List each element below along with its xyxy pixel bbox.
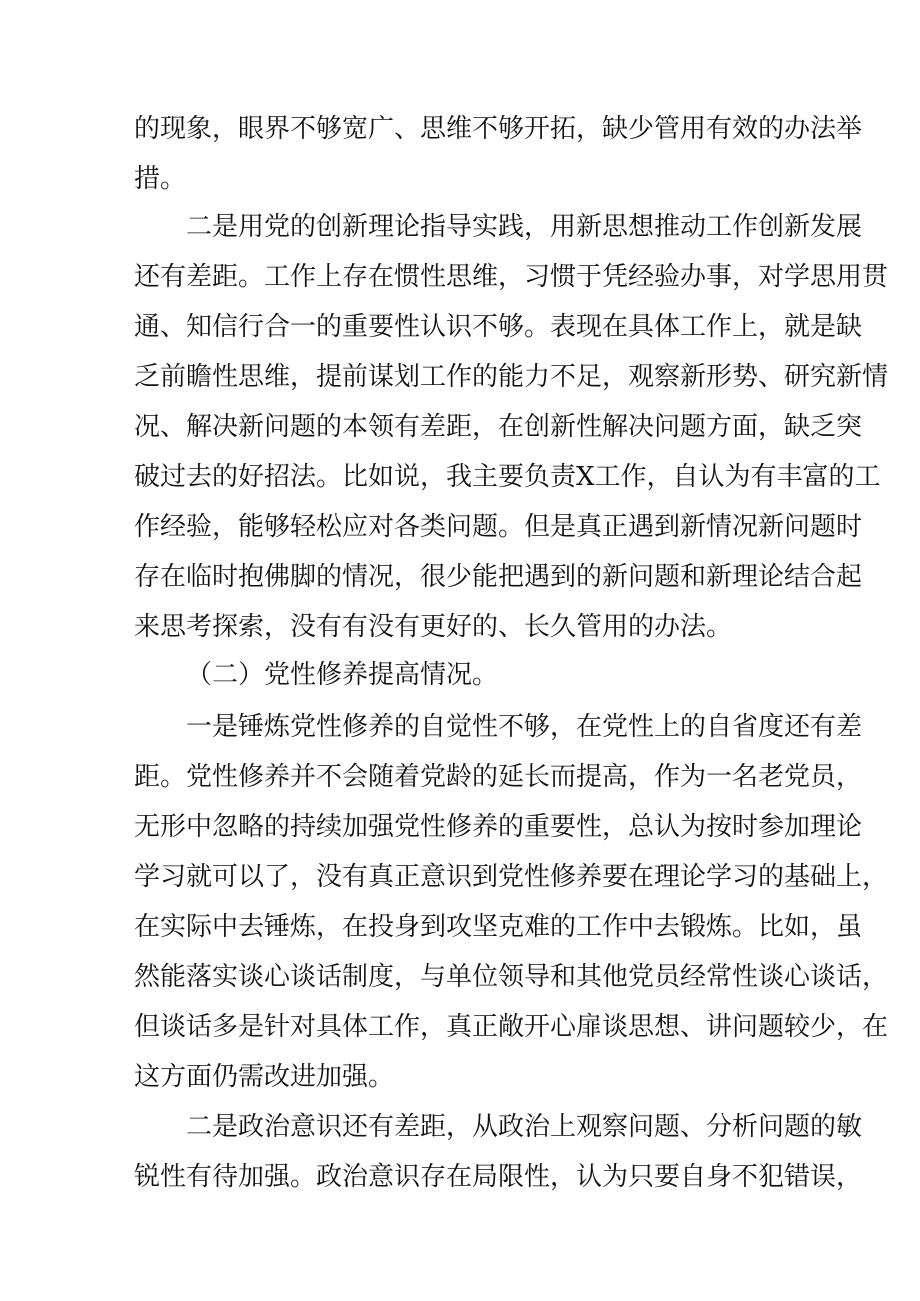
paragraph-first-line: 一是锤炼党性修养的自觉性不够，在党性上的自省度还有差 <box>186 712 863 742</box>
paragraph-first-line: 二是用党的创新理论指导实践，用新思想推动工作创新发展 <box>186 212 863 242</box>
text-line: 通、知信行合一的重要性认识不够。表现在具体工作上，就是缺 <box>134 312 863 342</box>
paragraph-first-line: 二是政治意识还有差距，从政治上观察问题、分析问题的敏 <box>186 1112 863 1142</box>
text-line: 况、解决新问题的本领有差距，在创新性解决问题方面，缺乏突 <box>134 412 863 442</box>
text-line: 破过去的好招法。比如说，我主要负责X工作，自认为有丰富的工 <box>134 462 881 492</box>
text-line: 还有差距。工作上存在惯性思维，习惯于凭经验办事，对学思用贯 <box>134 262 889 292</box>
text-line: 锐性有待加强。政治意识存在局限性，认为只要自身不犯错误， <box>134 1162 863 1192</box>
text-line: 乏前瞻性思维，提前谋划工作的能力不足，观察新形势、研究新情 <box>134 362 889 392</box>
text-line: 然能落实谈心谈话制度，与单位领导和其他党员经常性谈心谈话， <box>134 962 889 992</box>
text-line: 距。党性修养并不会随着党龄的延长而提高，作为一名老党员， <box>134 762 863 792</box>
text-line: 来思考探索，没有有没有更好的、长久管用的办法。 <box>134 612 733 642</box>
text-line: 无形中忽略的持续加强党性修养的重要性，总认为按时参加理论 <box>134 812 863 842</box>
text-line: 存在临时抱佛脚的情况，很少能把遇到的新问题和新理论结合起 <box>134 562 863 592</box>
text-line: 但谈话多是针对具体工作，真正敞开心扉谈思想、讲问题较少，在 <box>134 1012 889 1042</box>
text-line: 措。 <box>134 164 187 194</box>
text-line: 在实际中去锤炼，在投身到攻坚克难的工作中去锻炼。比如，虽 <box>134 912 863 942</box>
section-heading: （二）党性修养提高情况。 <box>186 660 499 690</box>
text-line: 作经验，能够轻松应对各类问题。但是真正遇到新情况新问题时 <box>134 512 863 542</box>
text-line: 学习就可以了，没有真正意识到党性修养要在理论学习的基础上， <box>134 862 889 892</box>
text-line: 的现象，眼界不够宽广、思维不够开拓，缺少管用有效的办法举 <box>134 114 863 144</box>
text-line: 这方面仍需改进加强。 <box>134 1062 395 1092</box>
